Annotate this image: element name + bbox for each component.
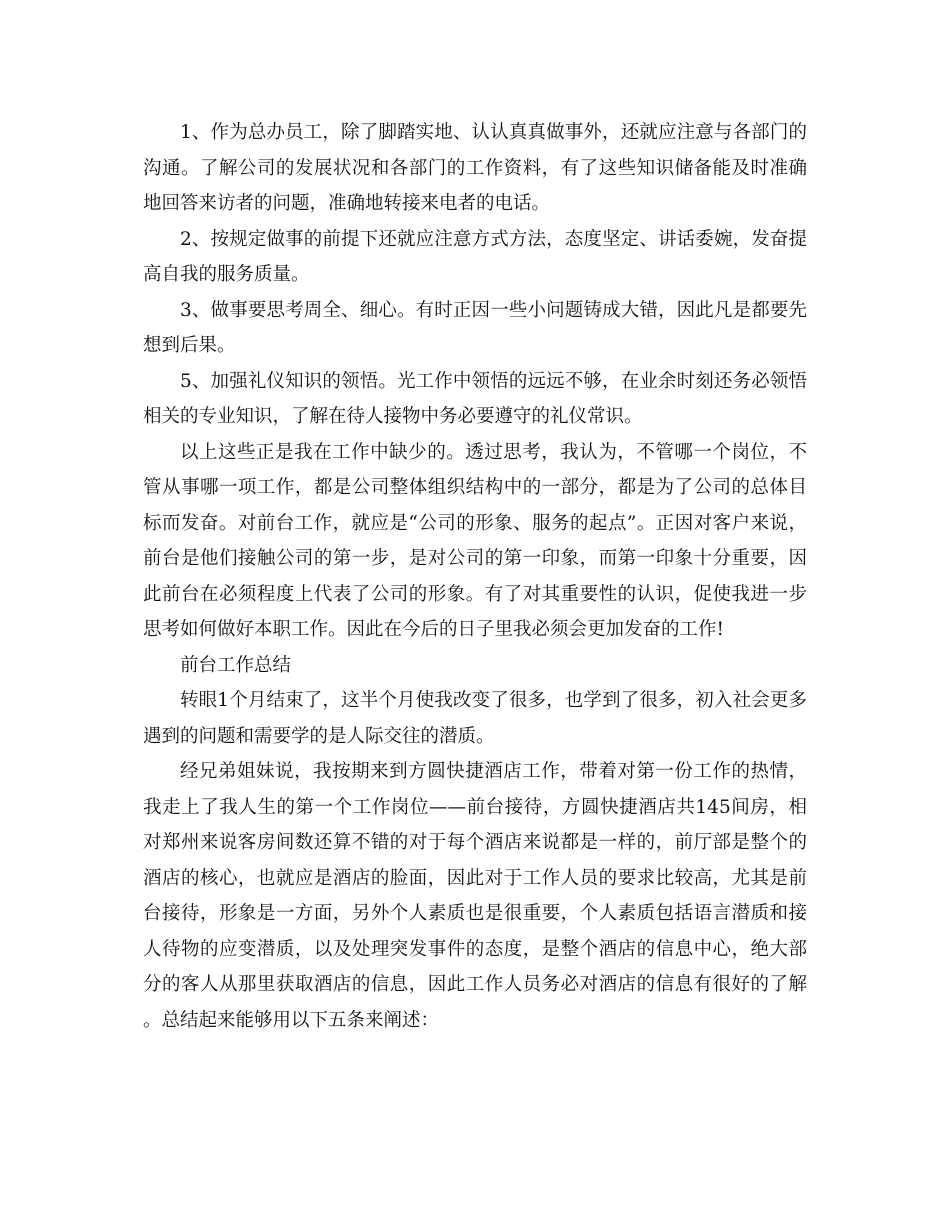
paragraph-intro: 转眼1个月结束了，这半个月使我改变了很多，也学到了很多，初入社会更多遇到的问题和需要学的是人际交往的潜质。 bbox=[143, 690, 807, 747]
paragraph-summary: 以上这些正是我在工作中缺少的。透过思考，我认为，不管哪一个岗位，不管从事哪一项工作，都是公司整体组织结构中的一部分，都是为了公司的总体目标而发奋。对前台工作，就应是“公司的形象、服务的起点”。正因对客户来说，前台是他们接触公司的第一步，是对公司的第一印象，而第一印象十分重要，因此前台在必须程度上代表了公司的形象。有了对其重要性的认识，促使我进一步思考如何做好本职工作。因此在今后的日子里我必须会更加发奋的工作! bbox=[143, 441, 807, 640]
paragraph-hotel: 经兄弟姐妹说，我按期来到方圆快捷酒店工作，带着对第一份工作的热情，我走上了我人生的第一个工作岗位——前台接待，方圆快捷酒店共145间房，相对郑州来说客房间数还算不错的对于每个酒店来说都是一样的，前厅部是整个的酒店的核心，也就应是酒店的脸面，因此对于工作人员的要求比较高，尤其是前台接待，形象是一方面，另外个人素质也是很重要，个人素质包括语言潜质和接人待物的应变潜质，以及处理突发事件的态度，是整个酒店的信息中心，绝大部分的客人从那里获取酒店的信息，因此工作人员务必对酒店的信息有很好的了解。总结起来能够用以下五条来阐述： bbox=[143, 761, 807, 1031]
paragraph-item-5: 5、加强礼仪知识的领悟。光工作中领悟的远远不够，在业余时刻还务必领悟相关的专业知识，了解在待人接物中务必要遵守的礼仪常识。 bbox=[143, 370, 807, 427]
paragraph-item-3: 3、做事要思考周全、细心。有时正因一些小问题铸成大错，因此凡是都要先想到后果。 bbox=[143, 299, 807, 356]
section-heading: 前台工作总结 bbox=[180, 654, 292, 676]
document-body bbox=[143, 115, 807, 1038]
paragraph-item-2: 2、按规定做事的前提下还就应注意方式方法，态度坚定、讲话委婉，发奋提高自我的服务质量。 bbox=[143, 228, 807, 285]
paragraph-item-1: 1、作为总办员工，除了脚踏实地、认认真真做事外，还就应注意与各部门的沟通。了解公司的发展状况和各部门的工作资料，有了这些知识储备能及时准确地回答来访者的问题，准确地转接来电者的电话。 bbox=[143, 122, 807, 214]
